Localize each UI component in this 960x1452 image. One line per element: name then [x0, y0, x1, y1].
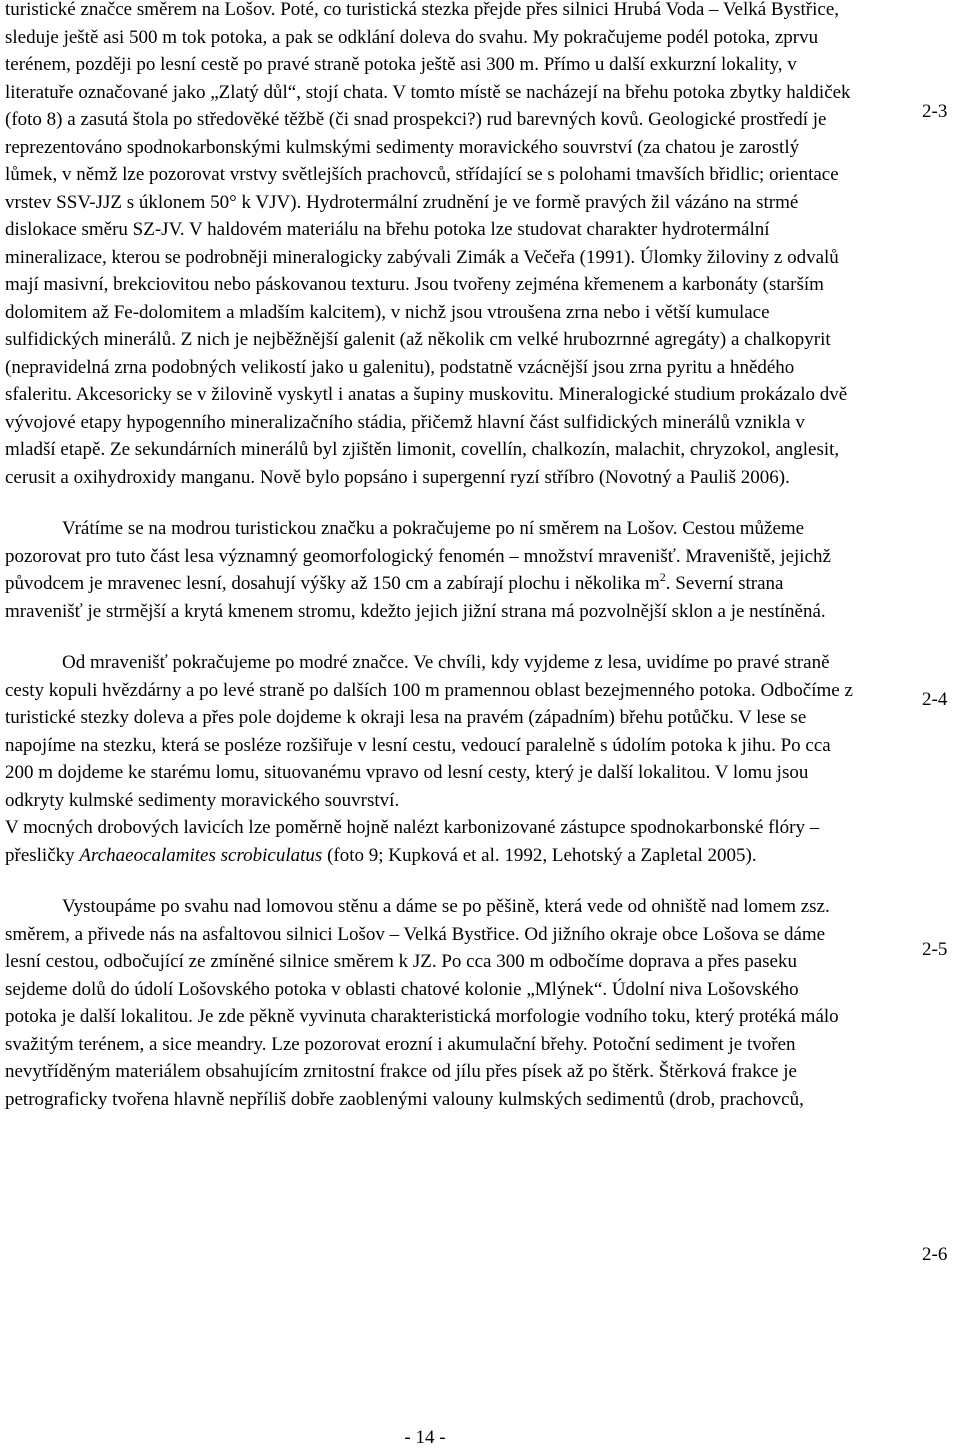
paragraph-lom-continuation — [5, 814, 855, 869]
margin-label-2-3: 2-3 — [922, 101, 948, 122]
paragraph-mlynek: Vystoupáme po svahu nad lomovou stěnu a dáme se po pěšině, která vede od ohniště nad lomem zsz. směrem, a přivede nás na asfaltovou silnici Lošov – Velká Bystřice. Od jižního okraje obce Lošova se dáme lesní cestou, odbočující ze zmíněné silnice směrem k JZ. Po cca 300 m odbočíme doprava a přes paseku sejdeme dolů do údolí Lošovského potoka v oblasti chatové kolonie „Mlýnek“. Údolní niva Lošovského potoka je další lokalitou. Je zde pěkně vyvinuta charakteristická morfologie vodního toku, který protéká málo svažitým terénem, a sice meandry. Lze pozorovat erozní i akumulační břehy. Potoční sediment je tvořen nevytříděným materiálem obsahujícím zrnitostní frakce od jílu přes písek až po štěrk. Štěrková frakce je petrograficky tvořena hlavně nepříliš dobře zaoblenými valouny kulmských sedimentů (drob, prachovců, — [5, 896, 839, 1110]
margin-label-2-5: 2-5 — [922, 939, 948, 960]
species-name: Archaeocalamites scrobiculatus — [79, 844, 323, 866]
superscript-two: 2 — [659, 570, 666, 584]
paragraph-mraveniste-text: Vrátíme se na modrou turistickou značku a pokračujeme po ní směrem na Lošov. Cestou můžeme pozorovat pro tuto část lesa významný geomorfologický fenomén – množství mravenišť. Mraveniště, jejichž původcem je mravenec lesní, dosahují výšky až 150 cm a zabírají plochu i několika m — [5, 518, 831, 594]
paragraph-gap — [5, 491, 855, 515]
margin-label-2-4: 2-4 — [922, 689, 948, 710]
paragraph-gap — [5, 869, 855, 893]
paragraph-mraveniste — [5, 515, 855, 625]
paragraph-mraveniste-text-end: . Severní strana mravenišť je strmější a krytá kmenem stromu, kdežto jejich jižní strana má pozvolnější sklon a je nestíněná. — [5, 573, 826, 622]
paragraph-lom-continuation-end: (foto 9; Kupková et al. 1992, Lehotský a Zapletal 2005). — [322, 844, 757, 866]
paragraph-gap — [5, 625, 855, 649]
paragraph-lom-continuation-text: V mocných drobových lavicích lze poměrně hojně nalézt karbonizované zástupce spodnokarbonské flóry – přesličky — [5, 817, 820, 866]
page-number: - 14 - — [404, 1427, 446, 1448]
body-text — [5, 0, 855, 1113]
margin-label-2-6: 2-6 — [922, 1244, 948, 1265]
paragraph-zlaty-dul: turistické značce směrem na Lošov. Poté, co turistická stezka přejde přes silnici Hrubá Voda – Velká Bystřice, sleduje ještě asi 500 m tok potoka, a pak se odklání doleva do svahu. My pokračujeme podél potoka, zprvu terénem, později po lesní cestě po pravé straně potoka ještě asi 300 m. Přímo u další exkurzní lokality, v literatuře označované jako „Zlatý důl“, stojí chata. V tomto místě se nacházejí na břehu potoka zbytky haldiček (foto 8) a zasutá štola po středověké těžbě (či snad prospekci?) rud barevných kovů. Geologické prostředí je reprezentováno spodnokarbonskými kulmskými sedimenty moravického souvrství (za chatou je zarostlý lůmek, v němž lze pozorovat vrstvy světlejších prachovců, střídající se s polohami tmavších břidlic; orientace vrstev SSV-JJZ s úklonem 50° k VJV). Hydrotermální zrudnění je ve formě pravých žil vázáno na strmé dislokace směru SZ-JV. V haldovém materiálu na břehu potoka lze studovat charakter hydrotermální mineralizace, kterou se podrobněji mineralogicky zabývali Zimák a Večeřa (1991). Úlomky žiloviny z odvalů mají masivní, brekciovitou nebo páskovanou texturu. Jsou tvořeny zejména křemenem a karbonáty (starším dolomitem až Fe-dolomitem a mladším kalcitem), v nichž jsou vtroušena zrna nebo i větší kumulace sulfidických minerálů. Z nich je nejběžnější galenit (až několik cm velké hrubozrnné agregáty) a chalkopyrit (nepravidelná zrna podobných velikostí jako u galenitu), podstatně vzácnější jsou zrna pyritu a hnědého sfaleritu. Akcesoricky se v žilovině vyskytl i anatas a šupiny muskovitu. Mineralogické studium prokázalo dvě vývojové etapy hypogenního mineralizačního stádia, přičemž hlavní část sulfidických minerálů vznikla v mladší etapě. Ze sekundárních minerálů byl zjištěn limonit, covellín, chalkozín, malachit, chryzokol, anglesit, cerusit a oxihydroxidy manganu. Nově bylo popsáno i supergenní ryzí stříbro (Novotný a Pauliš 2006). — [5, 0, 851, 488]
paragraph-lom: Od mravenišť pokračujeme po modré značce. Ve chvíli, kdy vyjdeme z lesa, uvidíme po pravé straně cesty kopuli hvězdárny a po levé straně po dalších 100 m pramennou oblast bezejmenného potoka. Odbočíme z turistické stezky doleva a přes pole dojdeme k okraji lesa na pravém (západním) břehu potůčku. V lese se napojíme na stezku, která se posléze rozšiřuje v lesní cestu, vedoucí paralelně s údolím potoka k jihu. Po cca 200 m dojdeme ke starému lomu, situovanému vpravo od lesní cesty, který je další lokalitou. V lomu jsou odkryty kulmské sedimenty moravického souvrství. — [5, 652, 853, 811]
